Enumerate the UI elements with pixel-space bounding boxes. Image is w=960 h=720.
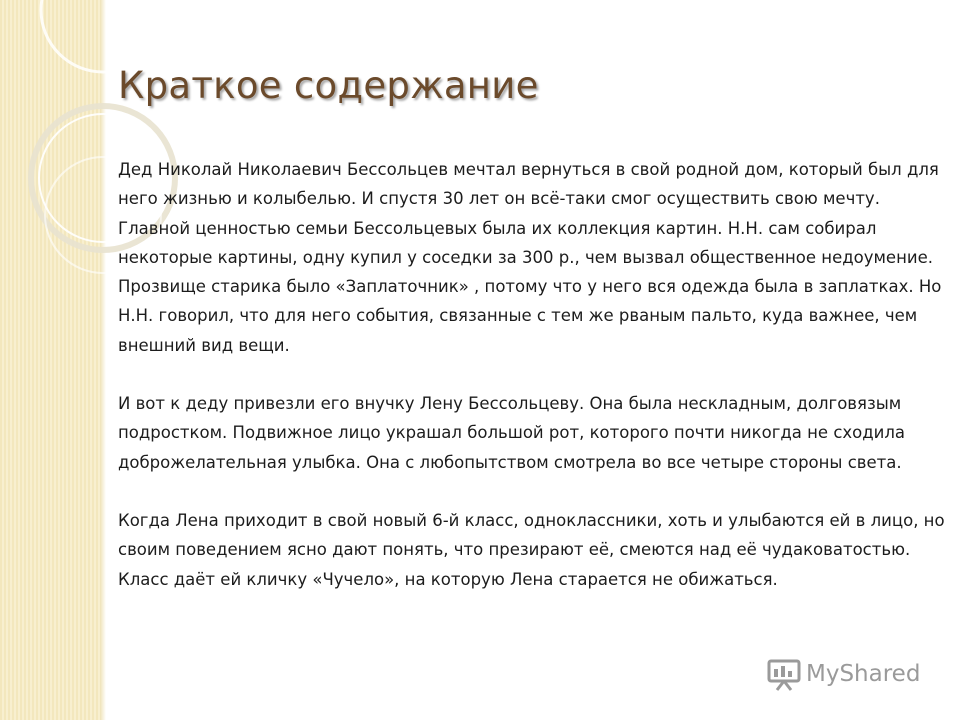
slide-title: Краткое содержание (118, 64, 539, 107)
slide-body (118, 155, 948, 594)
paragraph-intro: Дед Николай Николаевич Бессольцев мечтал вернуться в свой родной дом, который был для него жизнью и колыбелью. И спустя 30 лет он всё-таки смог осуществить свою мечту. (118, 160, 939, 209)
paragraph-collection: Главной ценностью семьи Бессольцевых была их коллекция картин. Н.Н. сам собирал некоторые картины, одну купил у соседки за 300 р., чем вызвал общественное недоумение. Прозвище старика было «Заплаточник» , потому что у него вся одежда была в заплатках. Но Н.Н. говорил, что для него события, связанные с тем же рваным пальто, куда важнее, чем внешний вид вещи. (118, 218, 942, 355)
paragraph-gap (118, 360, 948, 389)
paragraph-class: Когда Лена приходит в свой новый 6-й класс, одноклассники, хоть и улыбаются ей в лицо, но своим поведением ясно дают понять, что презирают её, смеются над её чудаковатостью. Класс даёт ей кличку «Чучело», на которую Лена старается не обижаться. (118, 510, 945, 589)
watermark-text: MyShared (806, 661, 921, 687)
paragraph-gap (118, 477, 948, 506)
presentation-icon (766, 656, 802, 692)
paragraph-lena: И вот к деду привезли его внучку Лену Бессольцеву. Она была нескладным, долговязым подростком. Подвижное лицо украшал большой рот, которого почти никогда не сходила доброжелательная улыбка. Она с любопытством смотрела во все четыре стороны света. (118, 394, 906, 472)
watermark (766, 654, 920, 694)
